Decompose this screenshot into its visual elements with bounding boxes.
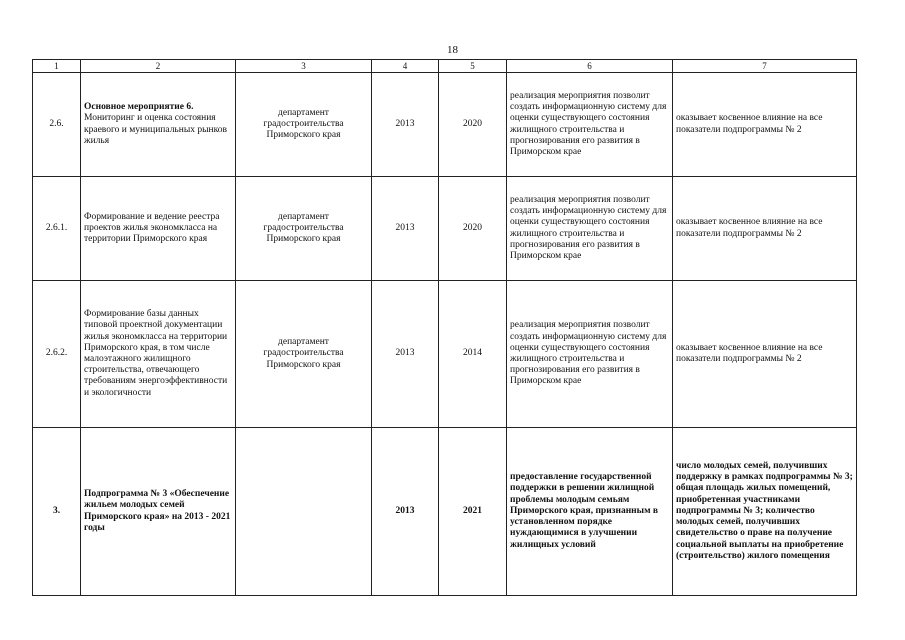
- indicator-link: оказывает косвенное влияние на все показатели подпрограммы № 2: [673, 281, 857, 428]
- table-row: [33, 177, 857, 281]
- end-year: 2021: [439, 428, 507, 596]
- activity-text: Мониторинг и оценка состояния краевого и муниципальных рынков жилья: [84, 113, 227, 146]
- indicator-list: число молодых семей, получивших поддержку в рамках подпрограммы № 3; общая площадь жилых помещений, приобретенная участниками подпрограммы № 3; количество молодых семей, получивших свидетельство о праве на получение социальной выплаты на приобретение (строительство) жилого помещения: [673, 428, 857, 596]
- expected-result: реализация мероприятия позволит создать информационную систему для оценки существующего состояния жилищного строительства и прогнозирования его развития в Приморском крае: [507, 177, 673, 281]
- row-number: 2.6.: [33, 73, 81, 177]
- start-year: 2013: [372, 177, 439, 281]
- column-header: 1: [33, 60, 81, 73]
- start-year: 2013: [372, 428, 439, 596]
- responsible-executor: департамент градостроительства Приморского края: [236, 177, 372, 281]
- program-table: [32, 59, 857, 596]
- responsible-executor: [236, 428, 372, 596]
- table-row: [33, 73, 857, 177]
- end-year: 2014: [439, 281, 507, 428]
- responsible-executor: департамент градостроительства Приморского края: [236, 73, 372, 177]
- responsible-executor: департамент градостроительства Приморского края: [236, 281, 372, 428]
- activity-description: Формирование и ведение реестра проектов жилья экономкласса на территории Приморского края: [81, 177, 236, 281]
- expected-result: реализация мероприятия позволит создать информационную систему для оценки существующего состояния жилищного строительства и прогнозирования его развития в Приморском крае: [507, 73, 673, 177]
- subprogram-title: Подпрограмма № 3 «Обеспечение жильем молодых семей Приморского края» на 2013 - 2021 годы: [81, 428, 236, 596]
- start-year: 2013: [372, 281, 439, 428]
- row-number: 3.: [33, 428, 81, 596]
- row-number: 2.6.1.: [33, 177, 81, 281]
- expected-result: реализация мероприятия позволит создать информационную систему для оценки существующего состояния жилищного строительства и прогнозирования его развития в Приморском крае: [507, 281, 673, 428]
- activity-title: Основное мероприятие 6.: [84, 102, 194, 113]
- activity-description: [81, 73, 236, 177]
- indicator-link: оказывает косвенное влияние на все показатели подпрограммы № 2: [673, 177, 857, 281]
- column-header: 4: [372, 60, 439, 73]
- page-number: 18: [447, 44, 458, 56]
- indicator-link: оказывает косвенное влияние на все показатели подпрограммы № 2: [673, 73, 857, 177]
- column-header: 7: [673, 60, 857, 73]
- expected-result: предоставление государственной поддержки в решении жилищной проблемы молодым семьям Приморского края, признанным в установленном порядке нуждающимися в улучшении жилищных условий: [507, 428, 673, 596]
- column-header: 5: [439, 60, 507, 73]
- table-row: [33, 281, 857, 428]
- table-row: [33, 428, 857, 596]
- row-number: 2.6.2.: [33, 281, 81, 428]
- column-header: 6: [507, 60, 673, 73]
- end-year: 2020: [439, 177, 507, 281]
- header-row: [33, 60, 857, 73]
- activity-description: Формирование базы данных типовой проектной документации жилья экономкласса на территории Приморского края, в том числе малоэтажного жилищного строительства, отвечающего требованиям энергоэффективности и экологичности: [81, 281, 236, 428]
- start-year: 2013: [372, 73, 439, 177]
- column-header: 2: [81, 60, 236, 73]
- column-header: 3: [236, 60, 372, 73]
- end-year: 2020: [439, 73, 507, 177]
